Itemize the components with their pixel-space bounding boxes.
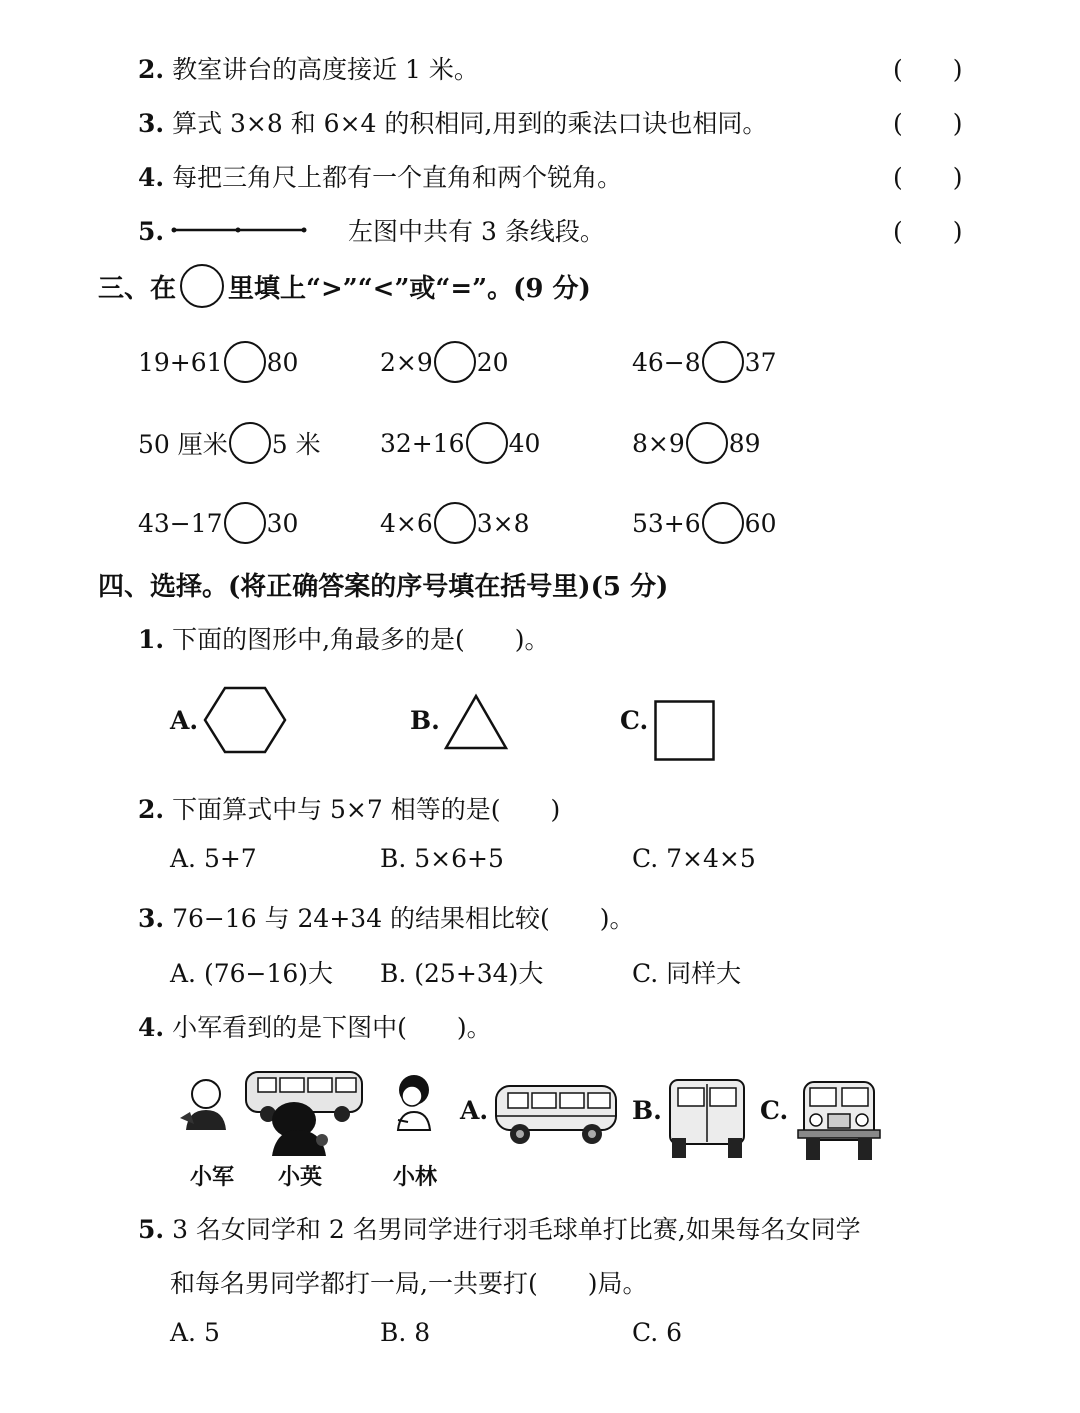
option-c[interactable]: C. 同样大 [632,959,742,988]
compare-left: 32+16 [380,428,465,458]
option-b-label[interactable]: B. [632,1096,662,1125]
question-number: 4. [138,1013,165,1042]
compare-left: 53+6 [632,508,701,538]
van-front-view-icon [796,1078,882,1164]
answer-paren-4[interactable]: ( ) [893,163,963,192]
question-number: 3. [138,904,165,933]
question-text: 小军看到的是下图中( )。 [172,1013,492,1042]
hexagon-icon [203,686,287,754]
item-number: 3. [138,109,165,138]
square-icon [654,700,716,762]
item-number: 4. [138,163,165,192]
tf-item-2 [138,50,479,86]
question-number: 2. [138,795,165,824]
compare-right: 40 [508,428,541,458]
compare-left: 46−8 [632,347,701,377]
option-a-label[interactable]: A. [170,706,199,735]
person-label-xiaolin: 小林 [393,1164,438,1190]
person-label-xiaoying: 小英 [278,1164,323,1190]
answer-circle[interactable] [702,341,744,383]
answer-circle[interactable] [434,502,476,544]
compare-item [138,502,298,544]
item-text: 左图中共有 3 条线段。 [348,217,605,246]
option-c[interactable]: C. 7×4×5 [632,844,756,873]
answer-circle[interactable] [224,502,266,544]
compare-left: 8×9 [632,428,685,458]
van-side-view-icon [492,1082,620,1148]
option-b[interactable]: B. 5×6+5 [380,844,504,873]
option-c-label[interactable]: C. [620,706,649,735]
item-text: 算式 3×8 和 6×4 的积相同,用到的乘法口诀也相同。 [172,109,768,138]
question-text: 下面的图形中,角最多的是( )。 [172,625,550,654]
compare-item [138,341,298,383]
answer-circle[interactable] [224,341,266,383]
compare-right: 30 [266,508,299,538]
compare-item [380,422,540,464]
answer-paren-2[interactable]: ( ) [893,55,963,84]
question-number: 1. [138,625,165,654]
compare-item [632,502,776,544]
answer-paren-3[interactable]: ( ) [893,109,963,138]
compare-left: 19+61 [138,347,223,377]
question-number: 5. [138,1215,165,1244]
compare-left: 2×9 [380,347,433,377]
person-label-xiaojun: 小军 [190,1164,235,1190]
compare-right: 89 [728,428,761,458]
option-b[interactable]: B. 8 [380,1318,431,1347]
answer-circle[interactable] [686,422,728,464]
option-a[interactable]: A. 5+7 [170,844,257,873]
circle-icon [180,264,224,308]
section3-title [98,264,591,308]
compare-item [138,422,321,464]
compare-item [632,341,776,383]
tf-item-4 [138,158,622,194]
compare-item [632,422,761,464]
item-number: 2. [138,55,165,84]
compare-item [380,341,509,383]
option-a-label[interactable]: A. [460,1096,489,1125]
scene-illustration [176,1068,446,1158]
option-b[interactable]: B. (25+34)大 [380,959,544,988]
question-3 [138,899,635,935]
question-text: 76−16 与 24+34 的结果相比较( )。 [172,904,635,933]
compare-right: 37 [744,347,777,377]
line-segment-figure [172,224,306,236]
girl-right-figure-icon [398,1075,430,1130]
question-5-line2: 和每名男同学都打一局,一共要打( )局。 [170,1269,648,1298]
compare-right: 5 米 [271,430,321,459]
question-5 [138,1210,861,1246]
option-a[interactable]: A. 5 [170,1318,220,1347]
question-text: 下面算式中与 5×7 相等的是( ) [172,795,561,824]
question-4 [138,1008,492,1044]
item-number: 5. [138,217,165,246]
item-text: 每把三角尺上都有一个直角和两个锐角。 [172,163,623,192]
van-rear-view-icon [666,1076,748,1162]
triangle-icon [444,694,508,750]
compare-left: 43−17 [138,508,223,538]
boy-figure-icon [180,1080,226,1130]
option-c-label[interactable]: C. [760,1096,789,1125]
question-1 [138,620,550,656]
question-text: 3 名女同学和 2 名男同学进行羽毛球单打比赛,如果每名女同学 [172,1215,861,1244]
compare-right: 3×8 [476,508,530,538]
compare-item [380,502,530,544]
question-2 [138,790,560,826]
answer-circle[interactable] [466,422,508,464]
answer-circle[interactable] [434,341,476,383]
compare-left: 50 厘米 [138,430,228,459]
answer-circle[interactable] [702,502,744,544]
option-c[interactable]: C. 6 [632,1318,683,1347]
compare-right: 20 [476,347,509,377]
answer-paren-5[interactable]: ( ) [893,217,963,246]
option-b-label[interactable]: B. [410,706,440,735]
compare-right: 80 [266,347,299,377]
option-a[interactable]: A. (76−16)大 [170,959,334,988]
answer-circle[interactable] [229,422,271,464]
tf-item-3 [138,104,767,140]
section3-suffix: 里填上“>”“<”或“=”。(9 分) [228,273,591,304]
compare-right: 60 [744,508,777,538]
item-text: 教室讲台的高度接近 1 米。 [172,55,479,84]
section4-title: 四、选择。(将正确答案的序号填在括号里)(5 分) [98,572,669,602]
compare-left: 4×6 [380,508,433,538]
section3-prefix: 三、在 [98,273,177,304]
